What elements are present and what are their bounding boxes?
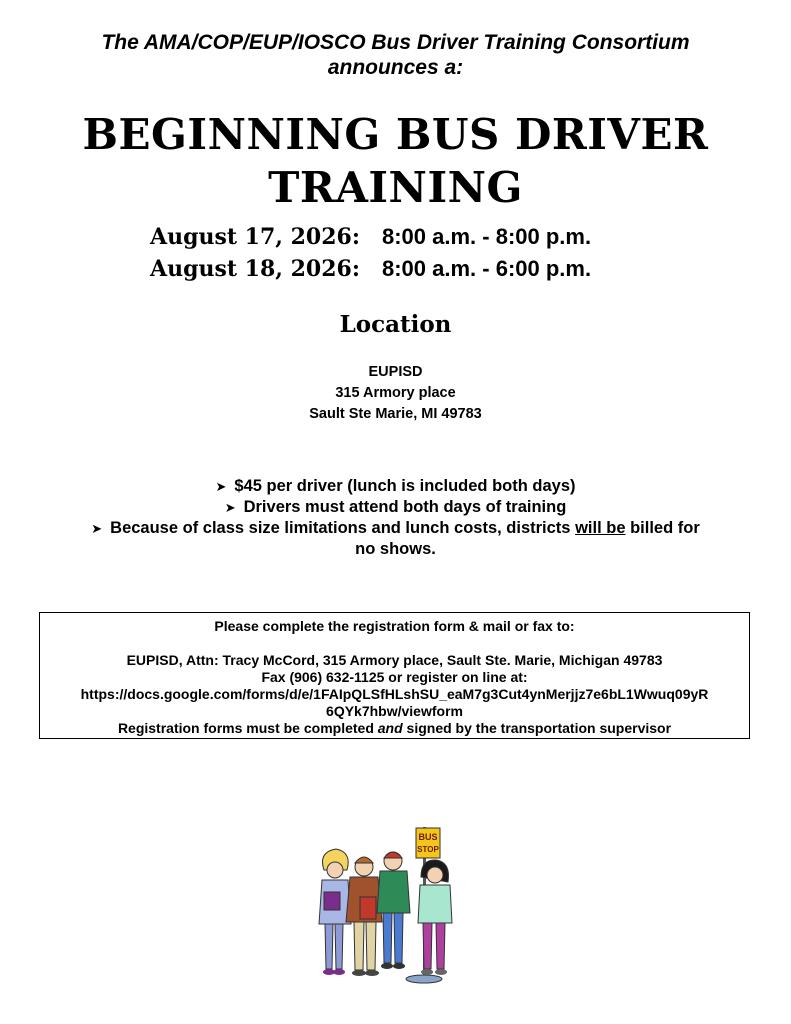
bullet-text-price: $45 per driver (lunch is included both days): [234, 477, 576, 495]
bullet-text-no-shows: no shows.: [355, 540, 436, 558]
title-line-2: TRAINING: [268, 163, 523, 212]
registration-instruction: Please complete the registration form & mail or fax to:: [214, 618, 575, 634]
announcement-header: [0, 30, 791, 80]
schedule: [150, 224, 670, 288]
location-heading: Location: [339, 311, 452, 338]
registration-url[interactable]: https://docs.google.com/forms/d/e/1FAIpQLSfHLshSU_eaM7g3Cut4ynMerjjz7e6bL1Wwuq09yR: [80, 686, 709, 702]
arrow-bullet-icon: ➤: [215, 479, 227, 494]
location-street: 315 Armory place: [335, 385, 456, 401]
bullet-text-emphasis: will be: [575, 519, 626, 537]
schedule-time: 8:00 a.m. - 8:00 p.m.: [382, 224, 592, 249]
spacer: [40, 635, 749, 652]
list-item: [40, 476, 751, 497]
title-line-1: BEGINNING BUS DRIVER: [82, 110, 709, 159]
registration-signature-note: Registration forms must be completed and signed by the transportation supervisor: [117, 720, 672, 736]
registration-url-end[interactable]: 6QYk7hbw/viewform: [326, 703, 463, 719]
registration-address: EUPISD, Attn: Tracy McCord, 315 Armory place, Sault Ste. Marie, Michigan 49783: [126, 652, 663, 668]
location-address: [0, 362, 791, 425]
registration-box: [39, 612, 750, 739]
schedule-date: August 17, 2026:: [150, 224, 360, 250]
arrow-bullet-icon: ➤: [224, 500, 236, 515]
list-item: [40, 497, 751, 518]
location-city: Sault Ste Marie, MI 49783: [309, 406, 482, 422]
schedule-date: August 18, 2026:: [150, 256, 360, 282]
announcer-line-2: announces a:: [327, 56, 464, 79]
bullet-text-attendance: Drivers must attend both days of training: [243, 498, 567, 516]
schedule-time: 8:00 a.m. - 6:00 p.m.: [382, 256, 592, 281]
person-3: [377, 852, 410, 969]
announcer-line-1: The AMA/COP/EUP/IOSCO Bus Driver Training Consortium: [101, 31, 690, 54]
schedule-row: [150, 256, 670, 288]
location-name: EUPISD: [368, 364, 423, 380]
bullet-text-billing-end: billed for: [625, 519, 700, 537]
details-list: [40, 476, 751, 560]
arrow-bullet-icon: ➤: [91, 521, 103, 536]
sign-text-stop: STOP: [417, 845, 439, 854]
schedule-row: [150, 224, 670, 256]
registration-fax: Fax (906) 632-1125 or register on line at:: [261, 669, 528, 685]
person-1: [319, 849, 351, 975]
list-item: [40, 518, 751, 560]
bullet-text-billing: Because of class size limitations and lunch costs, districts: [110, 519, 576, 537]
person-2: [346, 857, 382, 976]
page-title: [0, 108, 791, 214]
bus-stop-people-illustration: [310, 825, 460, 990]
sign-text-bus: BUS: [418, 832, 438, 842]
